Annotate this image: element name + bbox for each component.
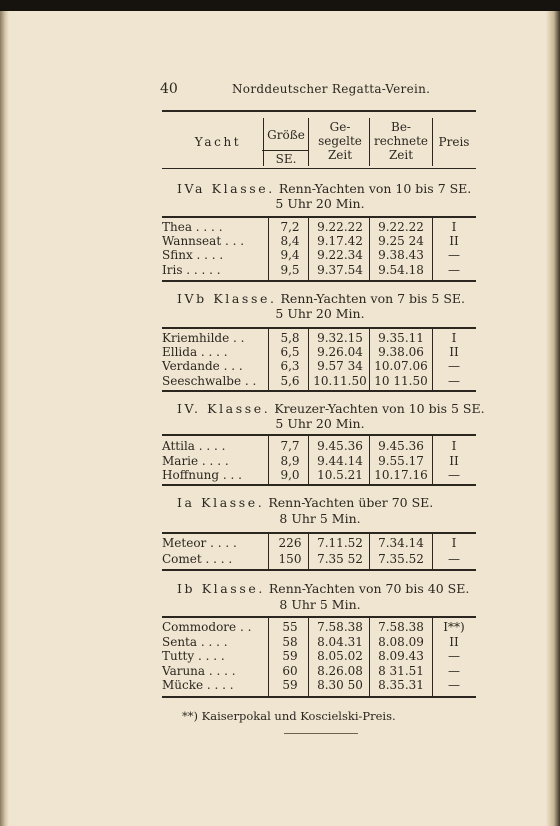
- yacht-name: Attila . . . .: [162, 439, 226, 453]
- corrected-time-cell: 9.35.11: [378, 331, 424, 345]
- yacht-name: Commodore . .: [162, 620, 252, 634]
- sailed-time-cell: 9.45.36: [317, 439, 363, 453]
- sailed-time-cell: 9.22.34: [317, 248, 363, 263]
- sailed-time-cell: 9.17.42: [317, 234, 363, 249]
- size-cell: 5,6: [280, 373, 300, 388]
- column-divider: [268, 534, 269, 569]
- yacht-name: Seeschwalbe . .: [162, 373, 257, 388]
- yacht-name: Senta . . . .: [162, 634, 228, 649]
- yacht-name: Ellida . . . .: [162, 345, 228, 360]
- corrected-time-cell: 9.45.36: [378, 439, 424, 453]
- section-bottom-rule: [162, 484, 476, 486]
- size-header-underline: [262, 150, 308, 151]
- sailed-time-cell: 9.57 34: [317, 359, 363, 374]
- size-cell: 7,7: [280, 439, 300, 453]
- col-header-prize: Preis: [438, 135, 470, 149]
- corrected-time-cell: 7.58.38: [378, 620, 424, 634]
- column-divider: [268, 329, 269, 390]
- top-dark-strip: [0, 0, 560, 11]
- class-name: IVa Klasse.: [177, 181, 275, 196]
- prize-cell: —: [448, 262, 460, 277]
- sailed-time-cell: 9.37.54: [317, 262, 363, 277]
- prize-cell: —: [448, 678, 460, 692]
- size-cell: 9,0: [280, 468, 300, 482]
- corrected-time-cell: 8.35.31: [378, 678, 424, 692]
- footnote-rule: [284, 733, 358, 734]
- yacht-name: Verdande . . .: [162, 359, 243, 374]
- prize-cell: I: [451, 331, 457, 345]
- class-heading: [177, 181, 471, 196]
- class-heading: [177, 401, 485, 416]
- header-divider: [308, 118, 309, 166]
- col-header-sailed: Ge- segelte Zeit: [318, 120, 362, 162]
- prize-cell: I**): [443, 620, 465, 634]
- prize-cell: II: [449, 634, 459, 649]
- corrected-time-cell: 9.55.17: [378, 453, 424, 468]
- corrected-time-cell: 7.34.14: [378, 536, 424, 550]
- yacht-name: Thea . . . .: [162, 220, 223, 234]
- size-cell: 55: [282, 620, 298, 634]
- prize-cell: II: [449, 234, 459, 249]
- corrected-time-cell: 9.38.06: [378, 345, 424, 360]
- yacht-name: Meteor . . . .: [162, 536, 237, 550]
- section-top-rule: [162, 216, 476, 218]
- class-heading: [177, 495, 433, 510]
- size-cell: 226: [278, 536, 302, 550]
- sailed-time-cell: 7.11.52: [317, 536, 363, 550]
- section-bottom-rule: [162, 280, 476, 282]
- corrected-time-cell: 9.25 24: [378, 234, 424, 249]
- prize-cell: I: [451, 536, 457, 550]
- corrected-time-cell: 10.07.06: [374, 359, 428, 374]
- column-divider: [268, 618, 269, 696]
- yacht-name: Sfinx . . . .: [162, 248, 224, 263]
- prize-cell: —: [448, 649, 460, 663]
- size-cell: 8,9: [280, 453, 300, 468]
- left-page-edge: [0, 11, 9, 826]
- table-top-rule: [162, 110, 476, 112]
- size-cell: 58: [282, 634, 298, 649]
- size-cell: 7,2: [280, 220, 300, 234]
- yacht-name: Wannseat . . .: [162, 234, 245, 249]
- col-header-size: Größe SE.: [267, 128, 305, 166]
- start-time: 8 Uhr 5 Min.: [279, 511, 361, 526]
- header-divider: [432, 118, 433, 166]
- class-description: Renn-Yachten von 70 bis 40 SE.: [268, 581, 470, 596]
- class-description: Kreuzer-Yachten von 10 bis 5 SE.: [274, 401, 485, 416]
- class-name: Ia Klasse.: [177, 495, 265, 510]
- prize-cell: II: [449, 453, 459, 468]
- yacht-name: Marie . . . .: [162, 453, 229, 468]
- corrected-time-cell: 9.54.18: [378, 262, 424, 277]
- class-description: Renn-Yachten von 7 bis 5 SE.: [280, 291, 466, 306]
- header-divider: [369, 118, 370, 166]
- start-time: 5 Uhr 20 Min.: [275, 306, 365, 321]
- class-heading: [177, 291, 465, 306]
- prize-cell: —: [448, 359, 460, 374]
- class-name: Ib Klasse.: [177, 581, 265, 596]
- size-cell: 60: [282, 663, 298, 678]
- prize-cell: —: [448, 248, 460, 263]
- col-header-corrected: Be- rechnete Zeit: [373, 120, 429, 162]
- sailed-time-cell: 9.44.14: [317, 453, 363, 468]
- size-cell: 8,4: [280, 234, 300, 249]
- corrected-time-cell: 10.17.16: [374, 468, 428, 482]
- start-time: 8 Uhr 5 Min.: [279, 597, 361, 612]
- section-top-rule: [162, 434, 476, 436]
- start-time: 5 Uhr 20 Min.: [275, 416, 365, 431]
- size-cell: 6,5: [280, 345, 300, 360]
- size-cell: 6,3: [280, 359, 300, 374]
- section-bottom-rule: [162, 696, 476, 698]
- sailed-time-cell: 9.32.15: [317, 331, 363, 345]
- prize-cell: —: [448, 373, 460, 388]
- size-cell: 9,4: [280, 248, 300, 263]
- sailed-time-cell: 8.26.08: [317, 663, 363, 678]
- corrected-time-cell: 8.09.43: [378, 649, 424, 663]
- sailed-time-cell: 10.5.21: [317, 468, 363, 482]
- sailed-time-cell: 8.05.02: [317, 649, 363, 663]
- page-number: 40: [160, 81, 178, 97]
- prize-cell: I: [451, 220, 457, 234]
- size-cell: 59: [282, 678, 298, 692]
- col-header-yacht: Yacht: [194, 135, 242, 149]
- class-name: IV. Klasse.: [177, 401, 271, 416]
- corrected-time-cell: 10 11.50: [374, 373, 428, 388]
- size-cell: 5,8: [280, 331, 300, 345]
- corrected-time-cell: 9.22.22: [378, 220, 424, 234]
- section-bottom-rule: [162, 390, 476, 392]
- sailed-time-cell: 8.30 50: [317, 678, 363, 692]
- running-head: Norddeutscher Regatta-Verein.: [232, 82, 431, 96]
- corrected-time-cell: 8 31.51: [378, 663, 424, 678]
- sailed-time-cell: 7.58.38: [317, 620, 363, 634]
- yacht-name: Mücke . . . .: [162, 678, 234, 692]
- sailed-time-cell: 9.26.04: [317, 345, 363, 360]
- yacht-name: Iris . . . . .: [162, 262, 221, 277]
- corrected-time-cell: 8.08.09: [378, 634, 424, 649]
- size-cell: 9,5: [280, 262, 300, 277]
- class-description: Renn-Yachten von 10 bis 7 SE.: [278, 181, 472, 196]
- prize-cell: I: [451, 439, 457, 453]
- footnote: **) Kaiserpokal und Koscielski-Preis.: [182, 709, 396, 723]
- yacht-name: Hoffnung . . .: [162, 468, 242, 482]
- start-time: 5 Uhr 20 Min.: [275, 196, 365, 211]
- class-name: IVb Klasse.: [177, 291, 277, 306]
- section-top-rule: [162, 532, 476, 534]
- section-bottom-rule: [162, 569, 476, 571]
- size-cell: 150: [278, 551, 302, 566]
- column-divider: [268, 436, 269, 484]
- sailed-time-cell: 10.11.50: [313, 373, 367, 388]
- prize-cell: —: [448, 663, 460, 678]
- header-divider: [263, 118, 264, 166]
- sailed-time-cell: 8.04.31: [317, 634, 363, 649]
- corrected-time-cell: 7.35.52: [378, 551, 424, 566]
- yacht-name: Varuna . . . .: [162, 663, 236, 678]
- yacht-name: Tutty . . . .: [162, 649, 225, 663]
- section-top-rule: [162, 616, 476, 618]
- section-top-rule: [162, 327, 476, 329]
- column-divider: [268, 218, 269, 280]
- header-bottom-rule: [162, 168, 476, 169]
- prize-cell: —: [448, 551, 460, 566]
- class-heading: [177, 581, 469, 596]
- size-cell: 59: [282, 649, 298, 663]
- prize-cell: —: [448, 468, 460, 482]
- right-page-edge: [546, 11, 560, 826]
- corrected-time-cell: 9.38.43: [378, 248, 424, 263]
- yacht-name: Kriemhilde . .: [162, 331, 245, 345]
- prize-cell: II: [449, 345, 459, 360]
- class-description: Renn-Yachten über 70 SE.: [268, 495, 434, 510]
- yacht-name: Comet . . . .: [162, 551, 233, 566]
- sailed-time-cell: 7.35 52: [317, 551, 363, 566]
- sailed-time-cell: 9.22.22: [317, 220, 363, 234]
